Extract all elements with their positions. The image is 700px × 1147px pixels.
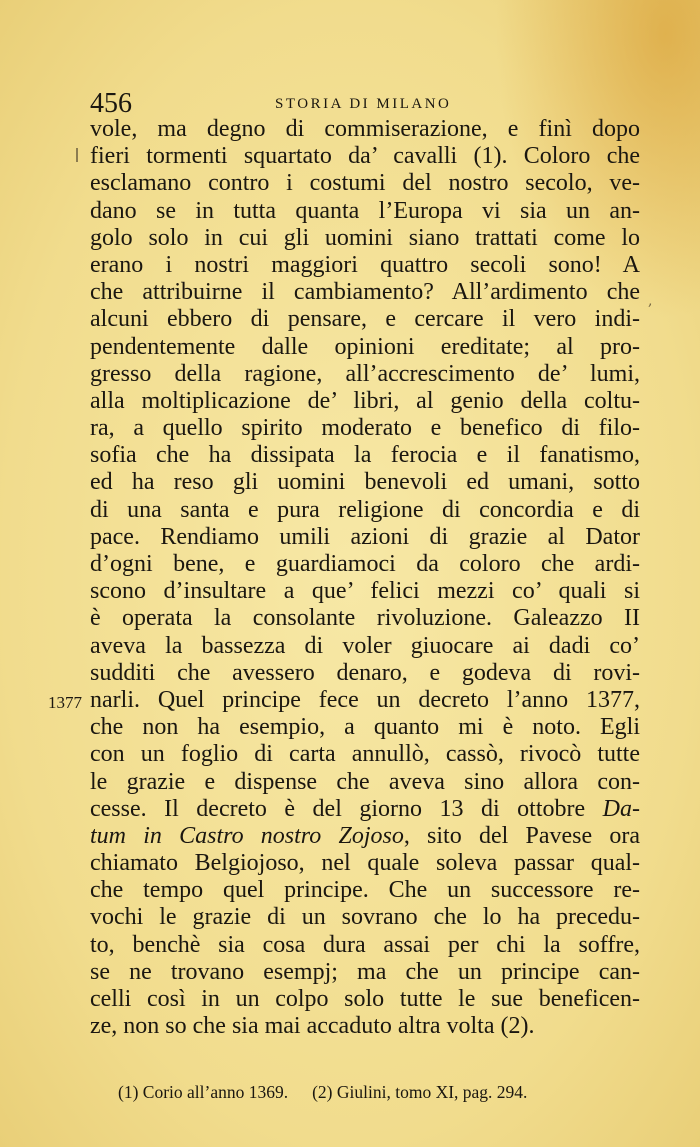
text-line: to, benchè sia cosa dura assai per chi la soffre,: [90, 931, 640, 958]
footnotes: [118, 1081, 527, 1103]
text-line: con un foglio di carta annullò, cassò, rivocò tutte: [90, 741, 640, 768]
footnote-2: (2) Giulini, tomo XI, pag. 294.: [312, 1082, 528, 1102]
text-line: aveva la bassezza di voler giuocare ai dadi co’: [90, 632, 640, 659]
text-line: d’ogni bene, e guardiamoci da coloro che ardi-: [90, 551, 640, 577]
footnote-1: (1) Corio all’anno 1369.: [118, 1082, 289, 1102]
text-line: è operata la consolante rivoluzione. Galeazzo II: [90, 605, 640, 632]
body-text: [90, 116, 640, 1040]
text-line: che non ha esempio, a quanto mi è noto. Egli: [90, 714, 640, 741]
text-line: gresso della ragione, all’accrescimento de’ lumi,: [90, 360, 640, 387]
text-line: scono d’insultare a que’ felici mezzi co’ quali si: [90, 578, 640, 605]
text-line-part: cesse. Il decreto è del giorno 13 di ottobre: [90, 795, 603, 822]
text-line: pendentemente dalle opinioni ereditate; al pro-: [90, 333, 640, 360]
text-line: fieri tormenti squartato da’ cavalli (1). Coloro che: [90, 143, 640, 170]
text-line: sofia che ha dissipata la ferocia e il fanatismo,: [90, 442, 640, 469]
text-line: le grazie e dispense che aveva sino allora con-: [90, 768, 640, 795]
text-line: ze, non so che sia mai accaduto altra volta (2).: [90, 1013, 535, 1040]
text-line: vochi le grazie di un sovrano che lo ha precedu-: [90, 904, 640, 931]
text-line: chiamato Belgiojoso, nel quale soleva passar qual-: [90, 850, 640, 877]
text-line: di una santa e pura religione di concordia e di: [90, 496, 640, 523]
italic-text: Da-: [602, 795, 640, 822]
text-line: ed ha reso gli uomini benevoli ed umani, sotto: [90, 469, 640, 496]
running-title: STORIA DI MILANO: [275, 96, 452, 112]
text-line: se ne trovano esempj; ma che un principe can-: [90, 958, 640, 985]
text-line: vole, ma degno di commiserazione, e finì dopo: [90, 116, 640, 142]
text-line: celli così in un colpo solo tutte le sue beneficen-: [90, 986, 640, 1012]
text-line: alcuni ebbero di pensare, e cercare il vero indi-: [90, 306, 640, 333]
page-number: 456: [90, 88, 132, 119]
text-line: che attribuirne il cambiamento? All’ardimento che: [90, 279, 640, 306]
text-line: [90, 823, 640, 850]
margin-mark: [76, 148, 78, 162]
text-line-part: , sito del Pavese ora: [403, 822, 640, 849]
text-line: esclamano contro i costumi del nostro secolo, ve-: [90, 170, 640, 197]
italic-text: tum in Castro nostro Zojoso: [90, 822, 404, 849]
text-line: [90, 796, 640, 823]
text-line: erano i nostri maggiori quattro secoli sono! A: [90, 251, 640, 278]
text-line: ra, a quello spirito moderato e benefico di filo-: [90, 415, 640, 442]
margin-mark-right: ,: [648, 293, 653, 309]
text-line: golo solo in cui gli uomini siano trattati come lo: [90, 224, 640, 251]
text-line: sudditi che avessero denaro, e godeva di rovi-: [90, 659, 640, 686]
text-line: pace. Rendiamo umili azioni di grazie al Dator: [90, 523, 640, 550]
margin-note-year: 1377: [48, 693, 82, 712]
text-line: che tempo quel principe. Che un successore re-: [90, 877, 640, 904]
text-line: alla moltiplicazione de’ libri, al genio della coltu-: [90, 387, 640, 414]
text-line: dano se in tutta quanta l’Europa vi sia un an-: [90, 197, 640, 224]
text-line: narli. Quel principe fece un decreto l’anno 1377,: [90, 686, 640, 713]
